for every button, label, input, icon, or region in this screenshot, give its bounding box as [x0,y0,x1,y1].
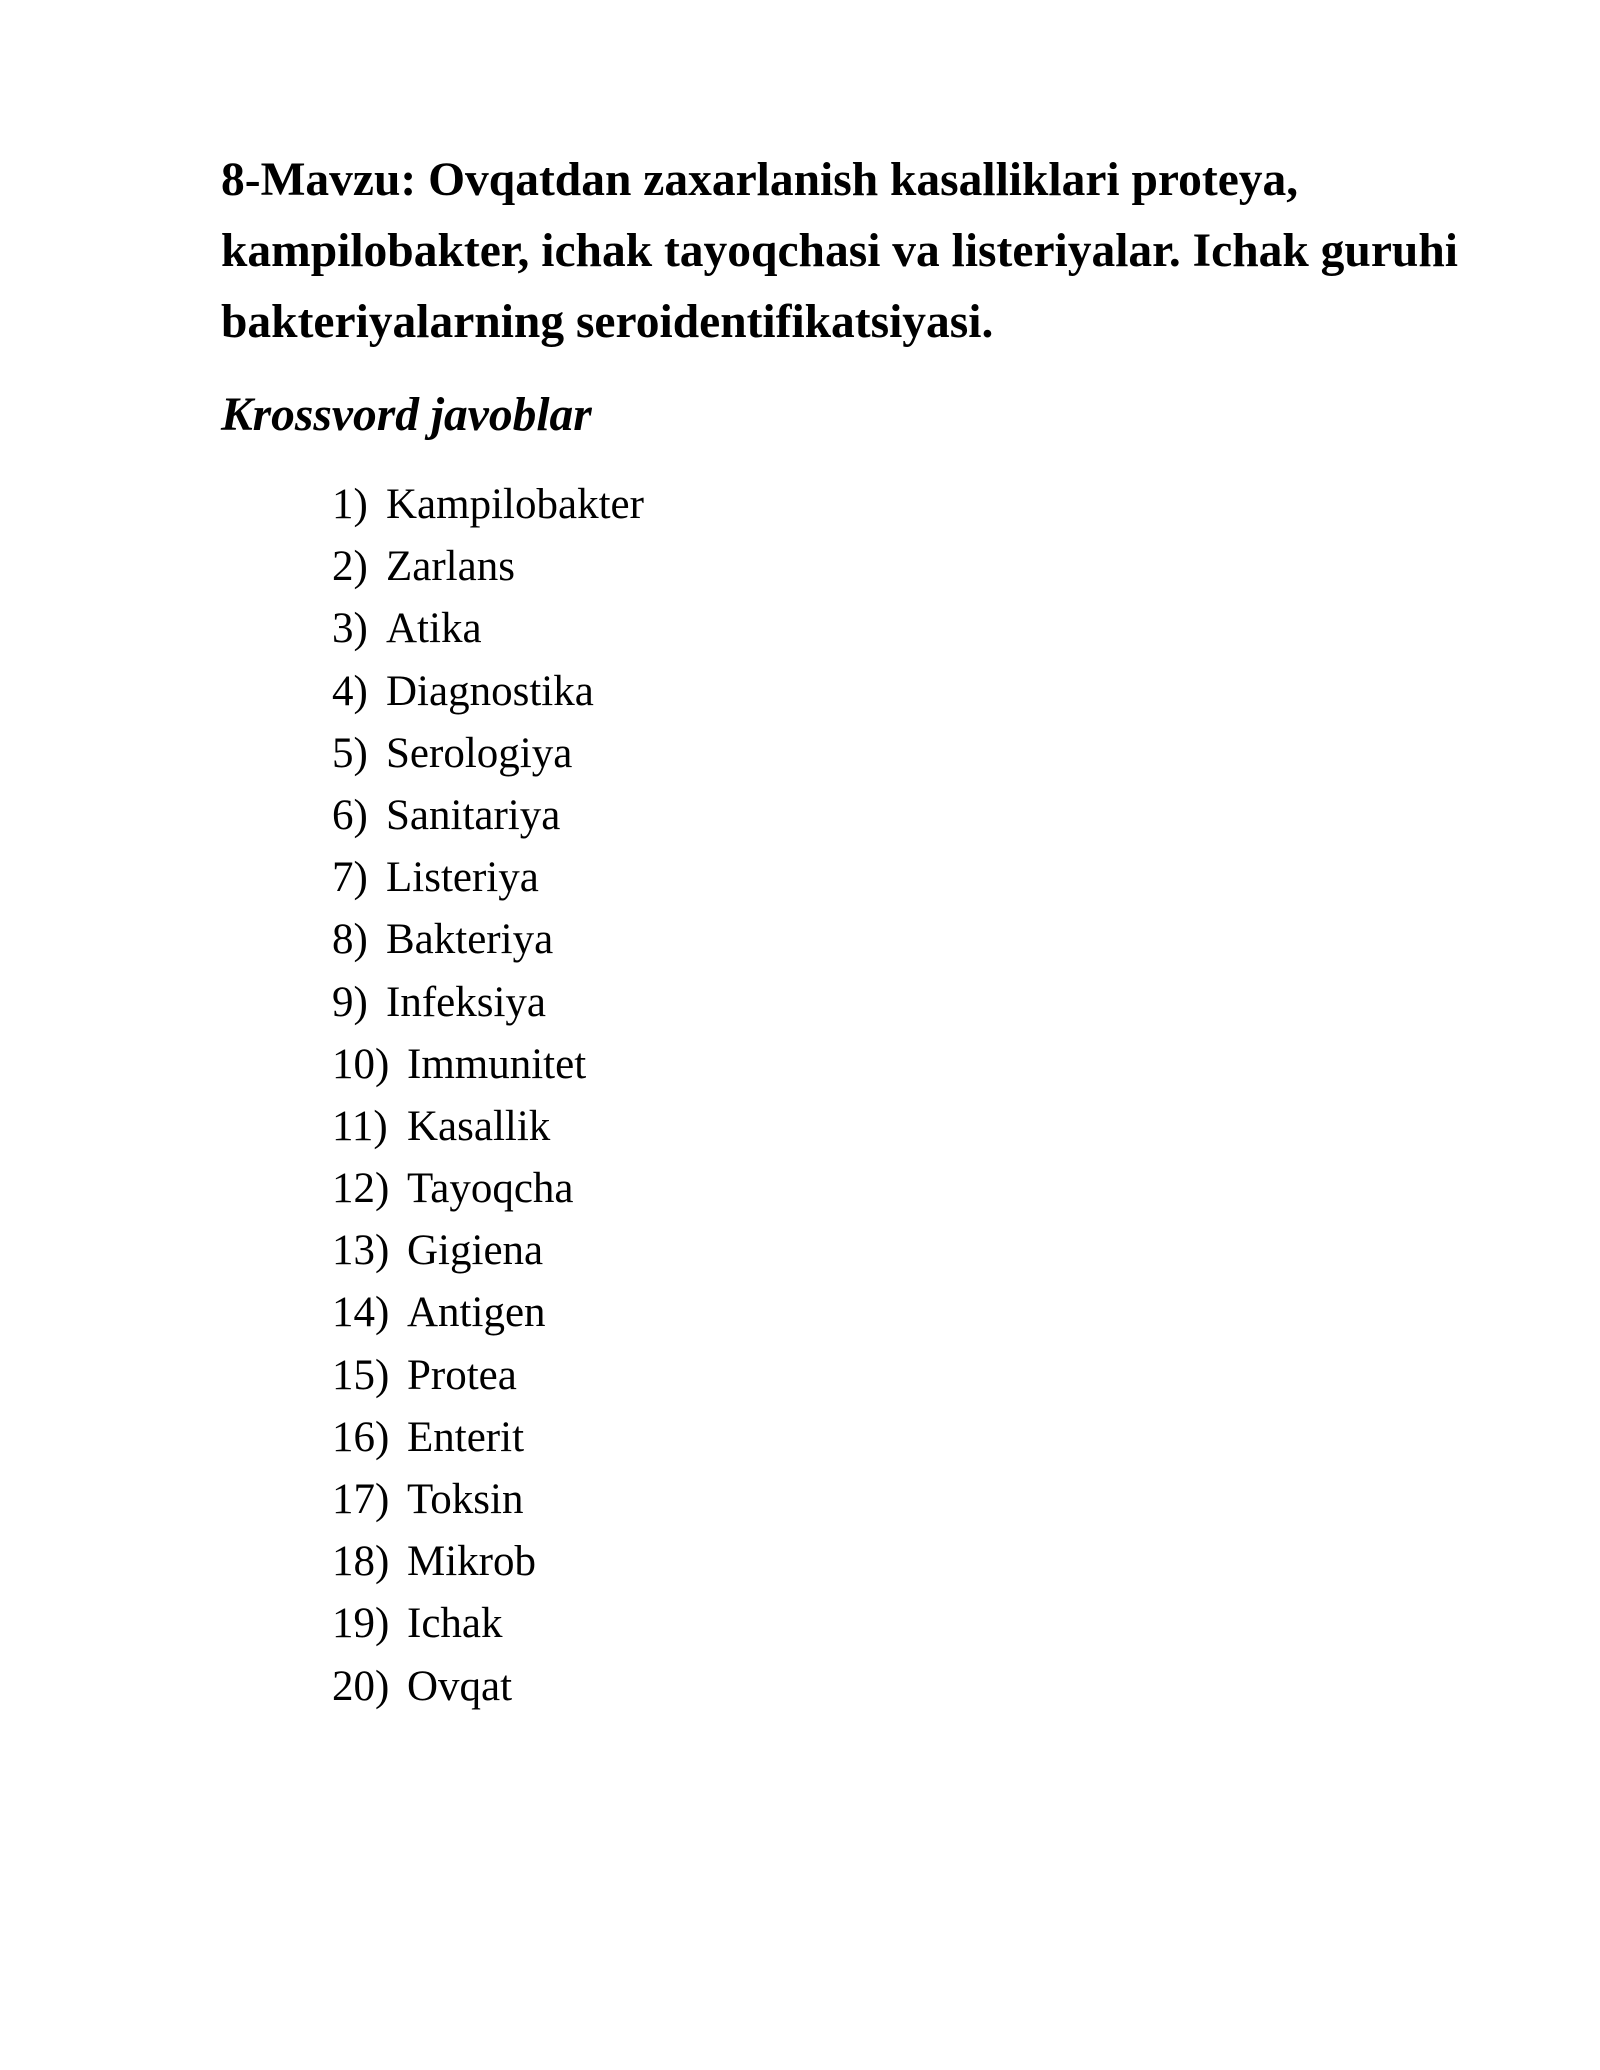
item-word: Ovqat [407,1662,513,1710]
list-item [332,723,644,785]
item-word: Ichak [407,1600,503,1648]
item-number: 18) [332,1538,390,1586]
item-number: 12) [332,1165,390,1213]
item-word: Antigen [407,1289,546,1337]
item-word: Listeriya [386,854,539,902]
list-item [332,474,644,536]
page-title: 8-Mavzu: Ovqatdan zaxarlanish kasalliklari proteya, kampilobakter, ichak tayoqchasi va listeriyalar. Ichak guruhi bakteriyalarning seroidentifikatsiyasi. [221,154,1458,348]
item-number: 7) [332,854,368,902]
item-number: 15) [332,1351,390,1399]
item-number: 20) [332,1662,390,1710]
list-item [332,909,644,971]
section-subtitle: Krossvord javoblar [221,389,592,441]
item-number: 16) [332,1413,390,1461]
item-word: Mikrob [407,1538,536,1586]
list-item [332,661,644,723]
item-number: 5) [332,729,368,777]
item-word: Serologiya [386,729,573,777]
item-number: 19) [332,1600,390,1648]
item-word: Gigiena [407,1227,544,1275]
list-item [332,847,644,909]
item-number: 1) [332,481,368,528]
item-word: Diagnostika [386,667,594,715]
list-item [332,1593,644,1655]
item-word: Atika [386,605,482,653]
item-word: Enterit [407,1413,525,1461]
list-item [332,1158,644,1220]
list-item [332,598,644,660]
list-item [332,536,644,598]
list-item [332,1220,644,1282]
item-word: Zarlans [386,543,515,591]
list-item [332,1531,644,1593]
list-item [332,1407,644,1469]
item-word: Kampilobakter [386,481,644,528]
item-word: Infeksiya [386,978,546,1026]
list-item [332,1345,644,1407]
list-item [332,972,644,1034]
item-word: Immunitet [407,1040,587,1088]
item-number: 17) [332,1476,390,1523]
item-number: 8) [332,916,368,964]
item-word: Kasallik [407,1102,551,1150]
item-number: 6) [332,791,368,839]
list-item [332,1469,644,1531]
item-number: 14) [332,1289,390,1337]
item-number: 3) [332,605,368,653]
item-word: Sanitariya [386,791,561,839]
item-word: Tayoqcha [407,1165,574,1213]
item-word: Toksin [407,1476,524,1523]
item-number: 10) [332,1040,390,1088]
item-word: Bakteriya [386,916,554,964]
item-number: 2) [332,543,368,591]
list-item [332,785,644,847]
list-item [332,1034,644,1096]
list-item [332,1096,644,1158]
list-item [332,1656,644,1718]
item-number: 4) [332,667,368,715]
list-item [332,1282,644,1344]
item-number: 9) [332,978,368,1026]
item-number: 11) [332,1102,388,1150]
item-word: Protea [407,1351,517,1399]
item-number: 13) [332,1227,390,1275]
answers-list [332,474,644,1718]
